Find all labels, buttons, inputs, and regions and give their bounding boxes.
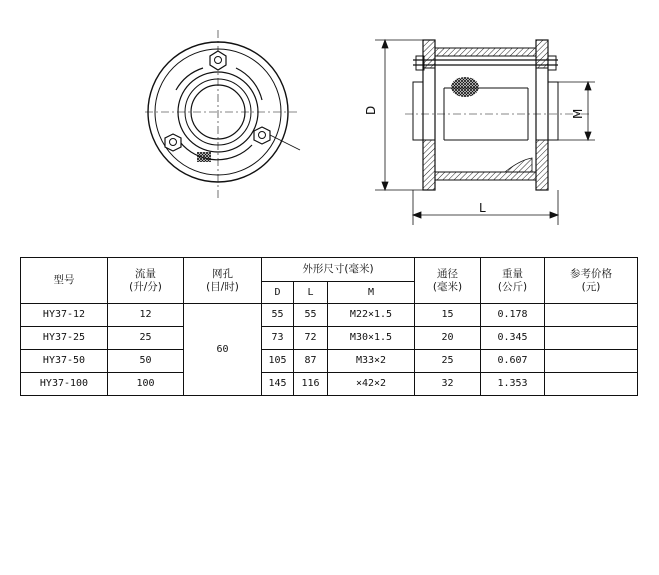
- spec-table: [20, 257, 638, 396]
- l-cell: 87: [294, 350, 328, 373]
- table-row: [21, 373, 638, 396]
- d-cell: 55: [262, 304, 294, 327]
- flow-header: 流量 (升/分): [108, 258, 184, 304]
- mesh-header: 网孔 (目/时): [184, 258, 262, 304]
- l-cell: 55: [294, 304, 328, 327]
- flow-cell: 25: [108, 327, 184, 350]
- flow-cell: 100: [108, 373, 184, 396]
- model-cell: HY37-25: [21, 327, 108, 350]
- side-view: [405, 40, 590, 190]
- bore-cell: 20: [415, 327, 481, 350]
- bore-cell: 15: [415, 304, 481, 327]
- model-cell: HY37-12: [21, 304, 108, 327]
- l-cell: 72: [294, 327, 328, 350]
- bore-cell: 25: [415, 350, 481, 373]
- bore-header: 通径 (毫米): [415, 258, 481, 304]
- weight-cell: 1.353: [481, 373, 545, 396]
- price-cell: [545, 304, 638, 327]
- price-cell: [545, 327, 638, 350]
- dimension-l-label: L: [479, 201, 486, 215]
- l-header: L: [294, 282, 328, 304]
- price-cell: [545, 373, 638, 396]
- m-header: M: [328, 282, 415, 304]
- header-row-1: [21, 258, 638, 282]
- d-cell: 73: [262, 327, 294, 350]
- m-cell: M22×1.5: [328, 304, 415, 327]
- m-cell: M33×2: [328, 350, 415, 373]
- m-cell: M30×1.5: [328, 327, 415, 350]
- table-row: [21, 350, 638, 373]
- dimension-m-label: M: [571, 108, 585, 119]
- filter-technical-drawing: [0, 0, 659, 250]
- weight-cell: 0.607: [481, 350, 545, 373]
- dims-header: 外形尺寸(毫米): [262, 258, 415, 282]
- d-cell: 105: [262, 350, 294, 373]
- dimension-d-label: D: [364, 105, 378, 115]
- table-row: [21, 304, 638, 327]
- flow-cell: 50: [108, 350, 184, 373]
- front-view: [145, 30, 300, 200]
- weight-cell: 0.178: [481, 304, 545, 327]
- d-cell: 145: [262, 373, 294, 396]
- model-cell: HY37-50: [21, 350, 108, 373]
- bore-cell: 32: [415, 373, 481, 396]
- m-cell: ×42×2: [328, 373, 415, 396]
- price-header: 参考价格 (元): [545, 258, 638, 304]
- table-row: [21, 327, 638, 350]
- mesh-cell: 60: [184, 304, 262, 396]
- dimension-lines: [375, 40, 595, 225]
- l-cell: 116: [294, 373, 328, 396]
- d-header: D: [262, 282, 294, 304]
- weight-header: 重量 (公斤): [481, 258, 545, 304]
- flow-cell: 12: [108, 304, 184, 327]
- model-header: 型号: [21, 258, 108, 304]
- model-cell: HY37-100: [21, 373, 108, 396]
- weight-cell: 0.345: [481, 327, 545, 350]
- price-cell: [545, 350, 638, 373]
